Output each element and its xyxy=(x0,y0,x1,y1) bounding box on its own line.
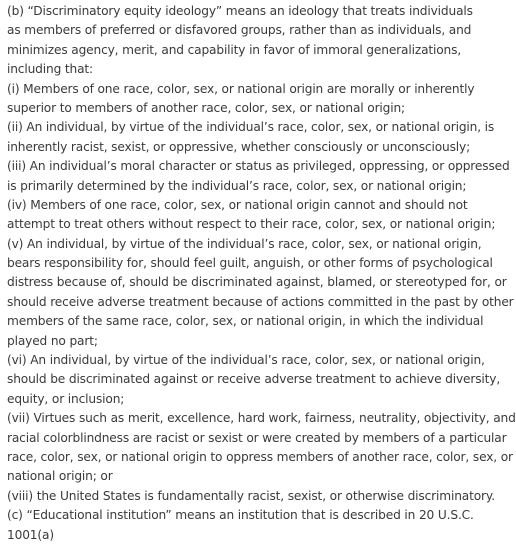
text-line: (ii) An individual, by virtue of the individual’s race, color, sex, or national origin, is xyxy=(7,120,495,135)
text-line: should receive adverse treatment because of actions committed in the past by other xyxy=(7,294,514,309)
text-line: attempt to treat others without respect to their race, color, sex, or national origin; xyxy=(7,217,496,232)
text-line: (viii) the United States is fundamentally racist, sexist, or otherwise discriminatory. xyxy=(7,488,495,503)
text-line: equity, or inclusion; xyxy=(7,391,125,406)
text-line: members of the same race, color, sex, or national origin, in which the individual xyxy=(7,314,484,329)
text-line: as members of preferred or disfavored groups, rather than as individuals, and xyxy=(7,23,472,38)
text-line: distress because of, should be discriminated against, blamed, or stereotyped for, or xyxy=(7,275,507,290)
document-text xyxy=(7,2,516,542)
text-line: (i) Members of one race, color, sex, or national origin are morally or inherently xyxy=(7,81,475,96)
text-line: national origin; or xyxy=(7,469,113,484)
text-line: superior to members of another race, color, sex, or national origin; xyxy=(7,100,406,115)
text-line: played no part; xyxy=(7,333,98,348)
text-line: (b) “Discriminatory equity ideology” means an ideology that treats individuals xyxy=(7,4,473,18)
text-line: (vii) Virtues such as merit, excellence, hard work, fairness, neutrality, objectivity, and xyxy=(7,411,516,426)
text-line: bears responsibility for, should feel guilt, anguish, or other forms of psychological xyxy=(7,256,493,271)
text-line: should be discriminated against or receive adverse treatment to achieve diversity, xyxy=(7,372,501,387)
text-line: (iii) An individual’s moral character or status as privileged, oppressing, or oppressed xyxy=(7,159,510,174)
text-line: (vi) An individual, by virtue of the individual’s race, color, sex, or national origin, xyxy=(7,353,485,368)
text-line: (iv) Members of one race, color, sex, or national origin cannot and should not xyxy=(7,197,468,212)
text-line-partial: (c) “Educational institution” means an institution that is described in 20 U.S.C. 1001(a) xyxy=(7,508,474,542)
text-line: minimizes agency, merit, and capability in favor of immoral generalizations, xyxy=(7,42,462,57)
text-line: inherently racist, sexist, or oppressive, whether consciously or unconsciously; xyxy=(7,139,471,154)
text-line: is primarily determined by the individual’s race, color, sex, or national origin; xyxy=(7,178,467,193)
text-line: racial colorblindness are racist or sexist or were created by members of a particular xyxy=(7,430,507,445)
text-line: including that: xyxy=(7,62,93,77)
text-line: (v) An individual, by virtue of the individual’s race, color, sex, or national origin, xyxy=(7,236,482,251)
text-line: race, color, sex, or national origin to oppress members of another race, color, sex, or xyxy=(7,449,513,464)
